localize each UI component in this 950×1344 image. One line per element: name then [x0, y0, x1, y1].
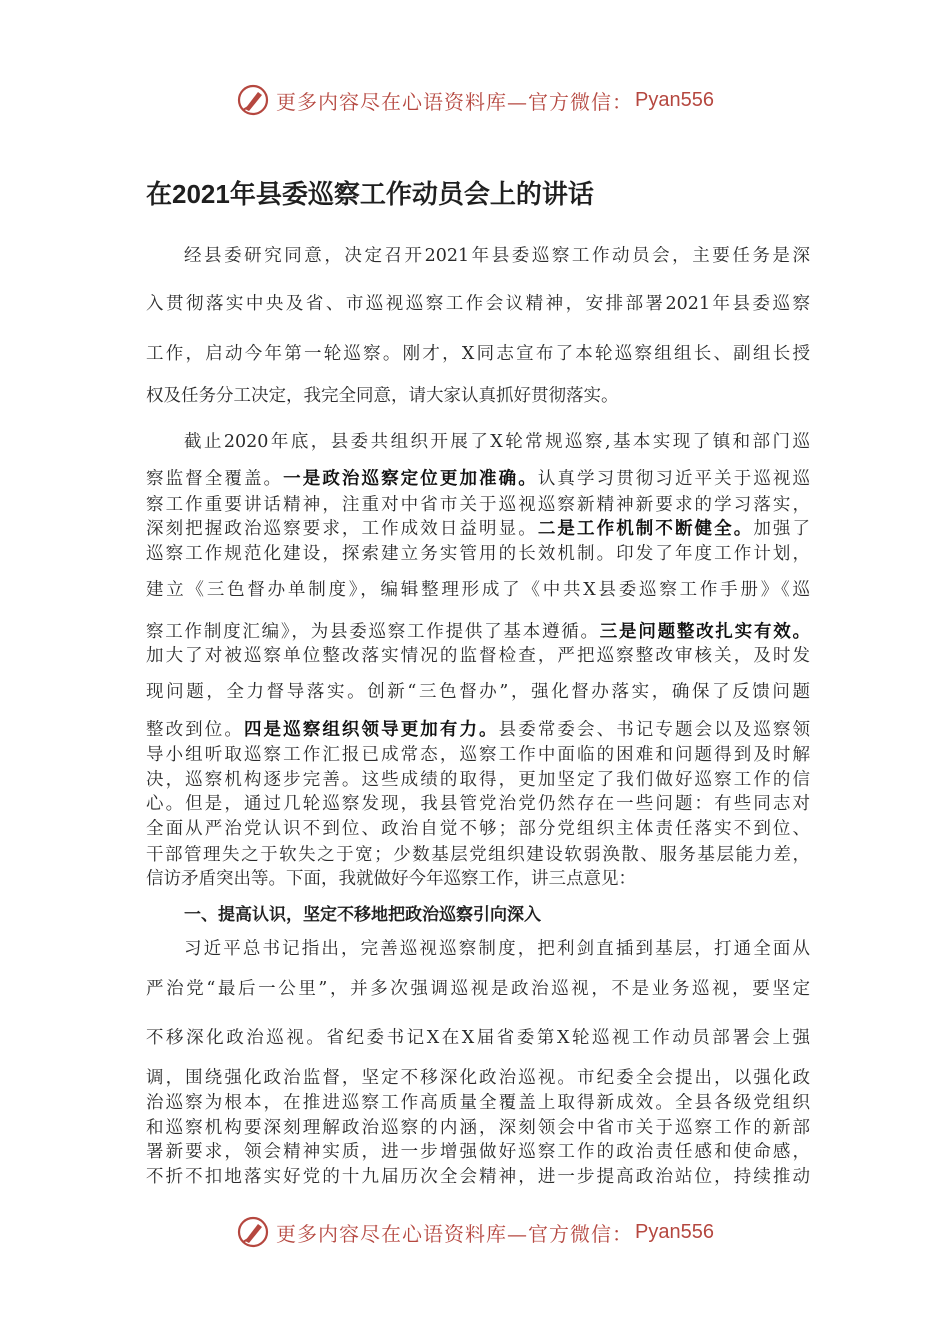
text-line: 建立《三色督办单制度》，编辑整理形成了《中共X县委巡察工作手册》《巡: [146, 580, 810, 600]
text-line: 不移深化政治巡视。省纪委书记X在X届省委第X轮巡视工作动员部署会上强: [146, 1028, 810, 1048]
section-heading: 一、提高认识，坚定不移地把政治巡察引向深入: [184, 905, 541, 924]
document-title: 在2021年县委巡察工作动员会上的讲话: [146, 179, 594, 209]
banner-text: 更多内容尽在心语资料库—官方微信：: [276, 89, 634, 114]
text-line: 权及任务分工决定，我完全同意，请大家认真抓好贯彻落实。: [146, 386, 619, 406]
text-line: 深刻把握政治巡察要求，工作成效日益明显。二是工作机制不断健全。加强了: [146, 519, 811, 539]
text-line: 察监督全覆盖。一是政治巡察定位更加准确。认真学习贯彻习近平关于巡视巡: [146, 469, 811, 489]
text-line: 决，巡察机构逐步完善。这些成绩的取得，更加坚定了我们做好巡察工作的信: [146, 770, 810, 790]
banner-text: 更多内容尽在心语资料库—官方微信：: [276, 1221, 634, 1246]
text-line: 察工作制度汇编》，为县委巡察工作提供了基本遵循。三是问题整改扎实有效。: [146, 622, 811, 642]
text-line: 和巡察机构要深刻理解政治巡察的内涵，深刻领会中省市关于巡察工作的新部: [146, 1118, 810, 1138]
banner-wechat-id: Pyan556: [635, 88, 714, 111]
text-line: 察工作重要讲话精神，注重对中省市关于巡视巡察新精神新要求的学习落实，: [146, 495, 810, 515]
text-line: 干部管理失之于软失之于宽；少数基层党组织建设软弱涣散、服务基层能力差，: [146, 845, 810, 865]
quill-pen-logo-icon: [236, 1215, 270, 1249]
header-watermark-banner: [0, 78, 950, 122]
bold-point-3: 三是问题整改扎实有效。: [599, 622, 811, 642]
text-line: 严治党“最后一公里”，并多次强调巡视是政治巡视，不是业务巡视，要坚定: [146, 979, 810, 999]
footer-watermark-banner: [0, 1210, 950, 1254]
text-line: 入贯彻落实中央及省、市巡视巡察工作会议精神，安排部署2021年县委巡察: [146, 294, 810, 314]
text-line: 信访矛盾突出等。下面，我就做好今年巡察工作，讲三点意见：: [146, 869, 636, 889]
text-line: 不折不扣地落实好党的十九届历次全会精神，进一步提高政治站位，持续推动: [146, 1167, 810, 1187]
text-line: 加大了对被巡察单位整改落实情况的监督检查，严把巡察整改审核关，及时发: [146, 646, 810, 666]
quill-pen-logo-icon: [236, 83, 270, 117]
text-line: 截止2020年底，县委共组织开展了X轮常规巡察,基本实现了镇和部门巡: [184, 432, 810, 452]
text-line: 署新要求，领会精神实质，进一步增强做好巡察工作的政治责任感和使命感，: [146, 1142, 810, 1162]
text-line: 心。但是，通过几轮巡察发现，我县管党治党仍然存在一些问题：有些同志对: [146, 794, 810, 814]
bold-point-2: 二是工作机制不断健全。: [537, 519, 754, 539]
text-line: 治巡察为根本，在推进巡察工作高质量全覆盖上取得新成效。全县各级党组织: [146, 1093, 810, 1113]
banner-wechat-id: Pyan556: [635, 1220, 714, 1243]
text-line: 整改到位。四是巡察组织领导更加有力。县委常委会、书记专题会以及巡察领: [146, 720, 811, 740]
text-line: 调，围绕强化政治监督，坚定不移深化政治巡视。市纪委全会提出，以强化政: [146, 1068, 810, 1088]
text-line: 巡察工作规范化建设，探索建立务实管用的长效机制。印发了年度工作计划，: [146, 544, 810, 564]
text-line: 导小组听取巡察工作汇报已成常态，巡察工作中面临的困难和问题得到及时解: [146, 745, 810, 765]
bold-point-1: 一是政治巡察定位更加准确。: [283, 469, 538, 489]
text-line: 现问题，全力督导落实。创新“三色督办”，强化督办落实，确保了反馈问题: [146, 682, 810, 702]
text-line: 工作，启动今年第一轮巡察。刚才，X同志宣布了本轮巡察组组长、副组长授: [146, 344, 810, 364]
bold-point-4: 四是巡察组织领导更加有力。: [243, 720, 499, 740]
text-line: 全面从严治党认识不到位、政治自觉不够；部分党组织主体责任落实不到位、: [146, 819, 810, 839]
text-line: 经县委研究同意，决定召开2021年县委巡察工作动员会，主要任务是深: [184, 246, 810, 266]
text-line: 习近平总书记指出，完善巡视巡察制度，把利剑直插到基层，打通全面从: [184, 939, 810, 959]
